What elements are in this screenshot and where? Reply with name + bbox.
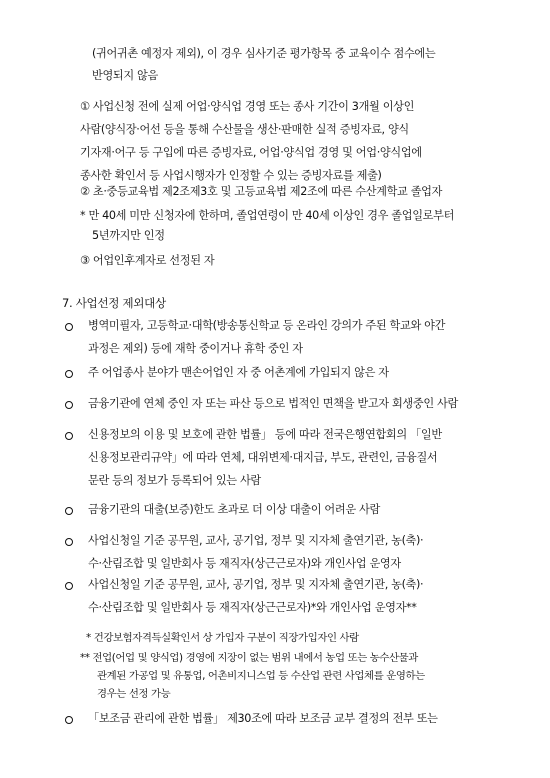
exclusion-item-line: 병역미필자, 고등학교·대학(방송통신학교 등 온라인 강의가 주된 학교와 야간 [88, 319, 446, 332]
criterion-3-line: ③ 어업인후계자로 선정된 자 [80, 254, 215, 267]
section-heading: 7. 사업선정 제외대상 [62, 296, 166, 310]
exclusion-item-line: 금융기관의 대출(보증)한도 초과로 더 이상 대출이 어려운 사람 [88, 503, 380, 516]
criterion-2-line: ② 초·중등교육법 제2조제3호 및 고등교육법 제2조에 따른 수산계학교 졸업자 [80, 185, 443, 198]
exclusion-item-line: 수·산림조합 및 일반회사 등 재직자(상근근로자)와 개인사업 운영자 [88, 557, 401, 570]
exclusion-item-line: 금융기관에 연체 중인 자 또는 파산 등으로 법적인 면책을 받고자 회생중인 사람 [88, 397, 458, 410]
circle-bullet-icon [65, 538, 73, 546]
circle-bullet-icon [65, 370, 73, 378]
footnote-line: 관계된 가공업 및 유통업, 어촌비지니스업 등 수산업 관련 사업체를 운영하는 [97, 670, 425, 682]
criterion-1-line: 종사한 확인서 등 사업시행자가 인정할 수 있는 증빙자료를 제출) [80, 169, 382, 182]
footnote-line: * 건강보험자격득실확인서 상 가입자 구분이 직장가입자인 사람 [86, 632, 359, 644]
criterion-1-line: ① 사업신청 전에 실제 어업·양식업 경영 또는 종사 기간이 3개월 이상인 [80, 100, 415, 113]
criterion-2-note: 5년까지만 인정 [92, 229, 165, 242]
circle-bullet-icon [65, 507, 73, 515]
footnote-line: ** 전업(어업 및 양식업) 경영에 지장이 없는 범위 내에서 농업 또는 농수산물과 [80, 652, 418, 664]
exclusion-item-line: 과정은 제외) 등에 재학 중이거나 휴학 중인 자 [88, 342, 303, 355]
exclusion-item-line: 신용정보의 이용 및 보호에 관한 법률」 등에 따라 전국은행연합회의 「일반 [88, 428, 442, 441]
footnote-line: 경우는 선정 가능 [97, 688, 171, 700]
exclusion-item-line: 주 어업종사 분야가 맨손어업인 자 중 어촌계에 가입되지 않은 자 [88, 366, 389, 379]
circle-bullet-icon [65, 401, 73, 409]
intro-line: (귀어귀촌 예정자 제외), 이 경우 심사기준 평가항목 중 교육이수 점수에는 [92, 47, 436, 60]
exclusion-item-line: 신용정보관리규약」에 따라 연체, 대위변제·대지급, 부도, 관련인, 금융질서 [88, 451, 438, 464]
criterion-2-note: * 만 40세 미만 신청자에 한하며, 졸업연령이 만 40세 이상인 경우 졸업일로부터 [80, 209, 455, 222]
exclusion-item-line: 문란 등의 정보가 등록되어 있는 사람 [88, 474, 261, 487]
circle-bullet-icon [65, 323, 73, 331]
circle-bullet-icon [65, 716, 73, 724]
exclusion-item-line: 사업신청일 기준 공무원, 교사, 공기업, 정부 및 지자체 출연기관, 농(축)· [88, 578, 424, 591]
exclusion-item-line: 사업신청일 기준 공무원, 교사, 공기업, 정부 및 지자체 출연기관, 농(축)· [88, 534, 424, 547]
circle-bullet-icon [65, 432, 73, 440]
intro-line: 반영되지 않음 [92, 69, 158, 82]
exclusion-item-line: 「보조금 관리에 관한 법률」 제30조에 따라 보조금 교부 결정의 전부 또는 [88, 712, 438, 725]
exclusion-item-line: 수·산림조합 및 일반회사 등 재직자(상근근로자)*와 개인사업 운영자** [88, 601, 417, 614]
circle-bullet-icon [65, 582, 73, 590]
criterion-1-line: 기자재·어구 등 구입에 따른 증빙자료, 어업·양식업 경영 및 어업·양식업에 [80, 146, 422, 159]
criterion-1-line: 사람(양식장·어선 등을 통해 수산물을 생산·판매한 실적 증빙자료, 양식 [80, 123, 409, 136]
